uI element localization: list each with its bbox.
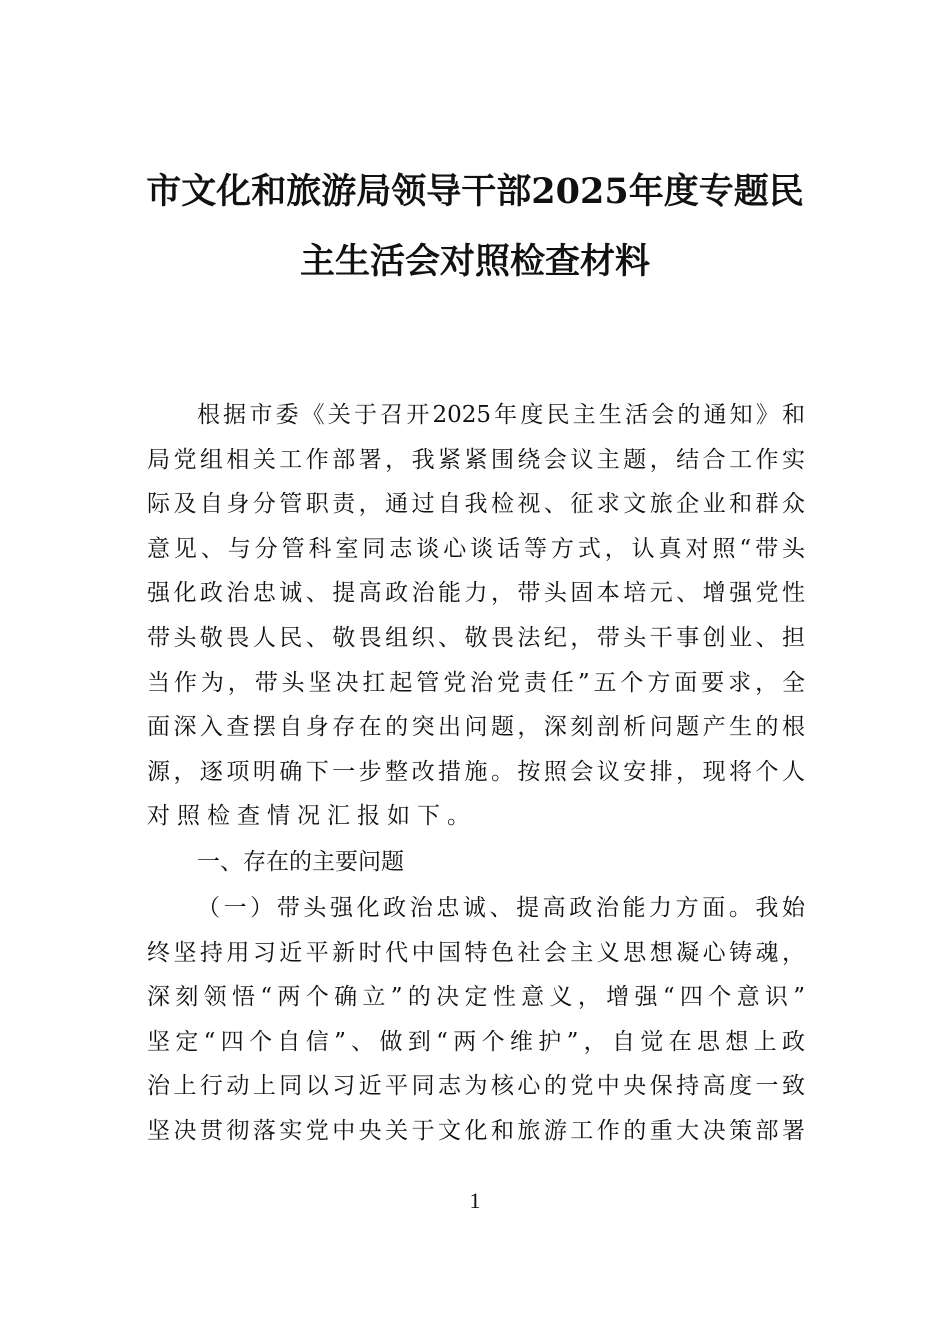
text-line: 当作为，带头坚决扛起管党治党责任”五个方面要求，全 — [147, 669, 805, 696]
text-line: 意见、与分管科室同志谈心谈话等方式，认真对照“带头 — [147, 535, 805, 562]
text-line: 治上行动上同以习近平同志为核心的党中央保持高度一致 — [147, 1073, 805, 1100]
text-line: 强化政治忠诚、提高政治能力，带头固本培元、增强党性 — [147, 580, 805, 607]
text-line: 坚决贯彻落实党中央关于文化和旅游工作的重大决策部署 — [147, 1118, 805, 1144]
text-line: 际及自身分管职责，通过自我检视、征求文旅企业和群众 — [147, 491, 805, 518]
text-line: 根据市委《关于召开2025年度民主生活会的通知》和 — [197, 402, 805, 428]
text-line: 深刻领悟“两个确立”的决定性意义，增强“四个意识” — [147, 984, 805, 1011]
text-line: 面深入查摆自身存在的突出问题，深刻剖析问题产生的根 — [147, 714, 805, 741]
section-heading: 一、存在的主要问题 — [197, 849, 404, 875]
text-line: （一）带头强化政治忠诚、提高政治能力方面。我始 — [197, 895, 805, 921]
document-title-line-2: 主生活会对照检查材料 — [299, 241, 650, 282]
text-line: 坚定“四个自信”、做到“两个维护”，自觉在思想上政 — [147, 1028, 805, 1055]
text-line: 带头敬畏人民、敬畏组织、敬畏法纪，带头干事创业、担 — [147, 625, 805, 651]
text-line: 终坚持用习近平新时代中国特色社会主义思想凝心铸魂， — [147, 939, 805, 966]
page-number: 1 — [469, 1188, 481, 1213]
text-line: 源，逐项明确下一步整改措施。按照会议安排，现将个人 — [147, 758, 805, 785]
document-title-line-1: 市文化和旅游局领导干部2025年度专题民 — [146, 171, 804, 212]
text-line: 局党组相关工作部署，我紧紧围绕会议主题，结合工作实 — [147, 446, 805, 473]
text-line: 对照检查情况汇报如下。 — [147, 803, 477, 830]
